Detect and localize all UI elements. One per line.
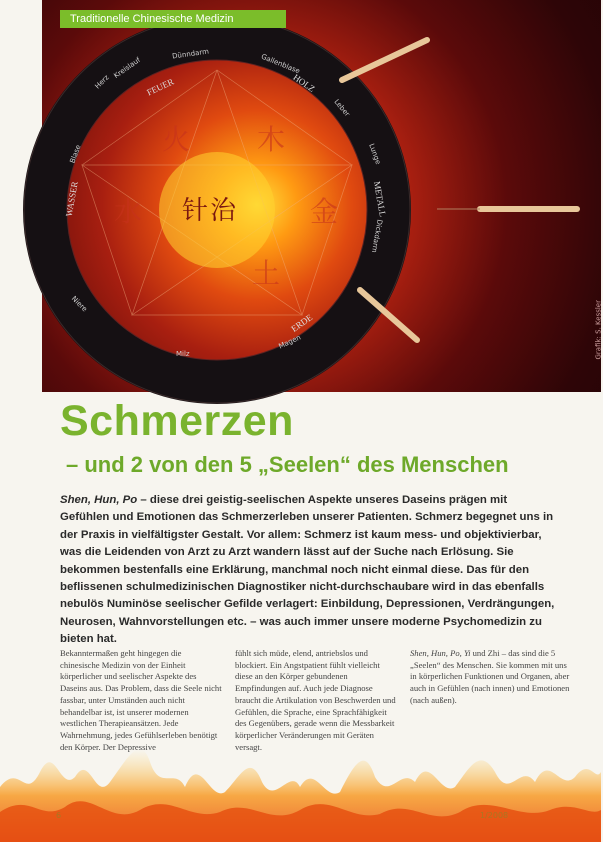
page-title: Schmerzen — [60, 397, 294, 445]
organ-label: Niere — [69, 294, 89, 314]
element-wood: HOLZ — [291, 72, 317, 94]
organ-label: Lunge — [367, 142, 383, 166]
lead-paragraph — [60, 492, 555, 649]
organ-label: Herz — [93, 73, 111, 91]
section-tag: Traditionelle Chinesische Medizin — [60, 10, 286, 28]
element-char-wood: 木 — [257, 123, 286, 156]
image-credit: Grafik: S. Kessler — [595, 300, 603, 360]
element-char-water: 水 — [114, 195, 143, 228]
organ-label: Magen — [277, 333, 303, 351]
body-column-1: Bekanntermaßen geht hingegen die chinesische Medizin von der Einheit körperlicher und seelischer Aspekte des Daseins aus. Das Problem, dass die Seele nicht fassbar, unter Umständen auch nicht behandelbar ist, ist unserer modernen westlichen Therapieansätzen. Jede Wahrnehmung, jedes Gefühlserleben benötigt den Körper. Der Depressive — [60, 648, 222, 752]
lead-emphasis: Shen, Hun, Po — [60, 494, 138, 506]
flames-decoration — [0, 692, 601, 842]
element-metal: METALL — [371, 180, 388, 218]
lead-text: – diese drei geistig-seelischen Aspekte unseres Daseins prägen mit Gefühlen und Emotionen das Schmerzerleben unserer Patienten. Schmerz begegnet uns in der Praxis in vielfältigster Gestalt. Vor allem: Schmerz ist kaum mess- und objektivierbar, was die Leidenden von Arzt zu Arzt wandern lässt auf der Suche nach Erlösung. Sie bekommen bestenfalls eine Erklärung, manchmal noch nicht einmal diese. Das für den beflissenen schulmedizinischen Diagnostiker nicht-durchschaubare wird in das ebenfalls nebulös Numinöse seelischer Gefilde verlagert: Einbildung, Depressionen, Verdrängungen, Neurosen, Wahnvorstellungen etc. – was auch immer unsere moderne Psychomedizin zu bieten hat. — [60, 494, 555, 646]
hero-image — [42, 0, 601, 392]
organ-label: Blase — [68, 143, 83, 165]
issue-number: 1/2008 — [480, 811, 509, 820]
organ-label: Milz — [176, 350, 190, 358]
body-column-2: fühlt sich müde, elend, antriebslos und blockiert. Ein Angstpatient fühlt vielleicht diese an den Körper gebundenen Empfindungen auf. Auch jede Diagnose braucht die Artikulation von Beschwerden und Gefühlen, die Sprache, eine Sprachfähigkeit des Gegenübers, gerade wenn die Messbarkeit körperlicher Veränderungen mit Geräten versagt. — [235, 648, 396, 752]
organ-label: Leber — [332, 97, 352, 119]
organ-label: Dickdarm — [369, 218, 384, 254]
element-char-earth: 土 — [252, 257, 281, 290]
element-water: WASSER — [63, 180, 80, 218]
center-characters: 针治 — [182, 196, 239, 226]
page-number: 6 — [56, 811, 62, 820]
element-char-metal: 金 — [310, 195, 339, 228]
page-subtitle: – und 2 von den 5 „Seelen“ des Menschen — [66, 452, 509, 477]
element-char-fire: 火 — [162, 123, 191, 156]
needle-icon — [342, 40, 427, 80]
column-3-emphasis: Shen, Hun, Po, Yi — [410, 648, 471, 658]
organ-label: Gallenblase — [259, 52, 301, 76]
organ-label: Kreislauf — [112, 56, 142, 80]
element-earth: ERDE — [289, 312, 315, 334]
organ-label: Dünndarm — [171, 47, 210, 61]
column-3-text: und Zhi – das sind die 5 „Seelen“ des Menschen. Sie kommen mit uns in körperlichen Funktionen und Organen, aber auch in Gefühlen (nach innen) und Emotionen (nach außen). — [410, 648, 570, 705]
element-fire: FEUER — [145, 76, 176, 98]
